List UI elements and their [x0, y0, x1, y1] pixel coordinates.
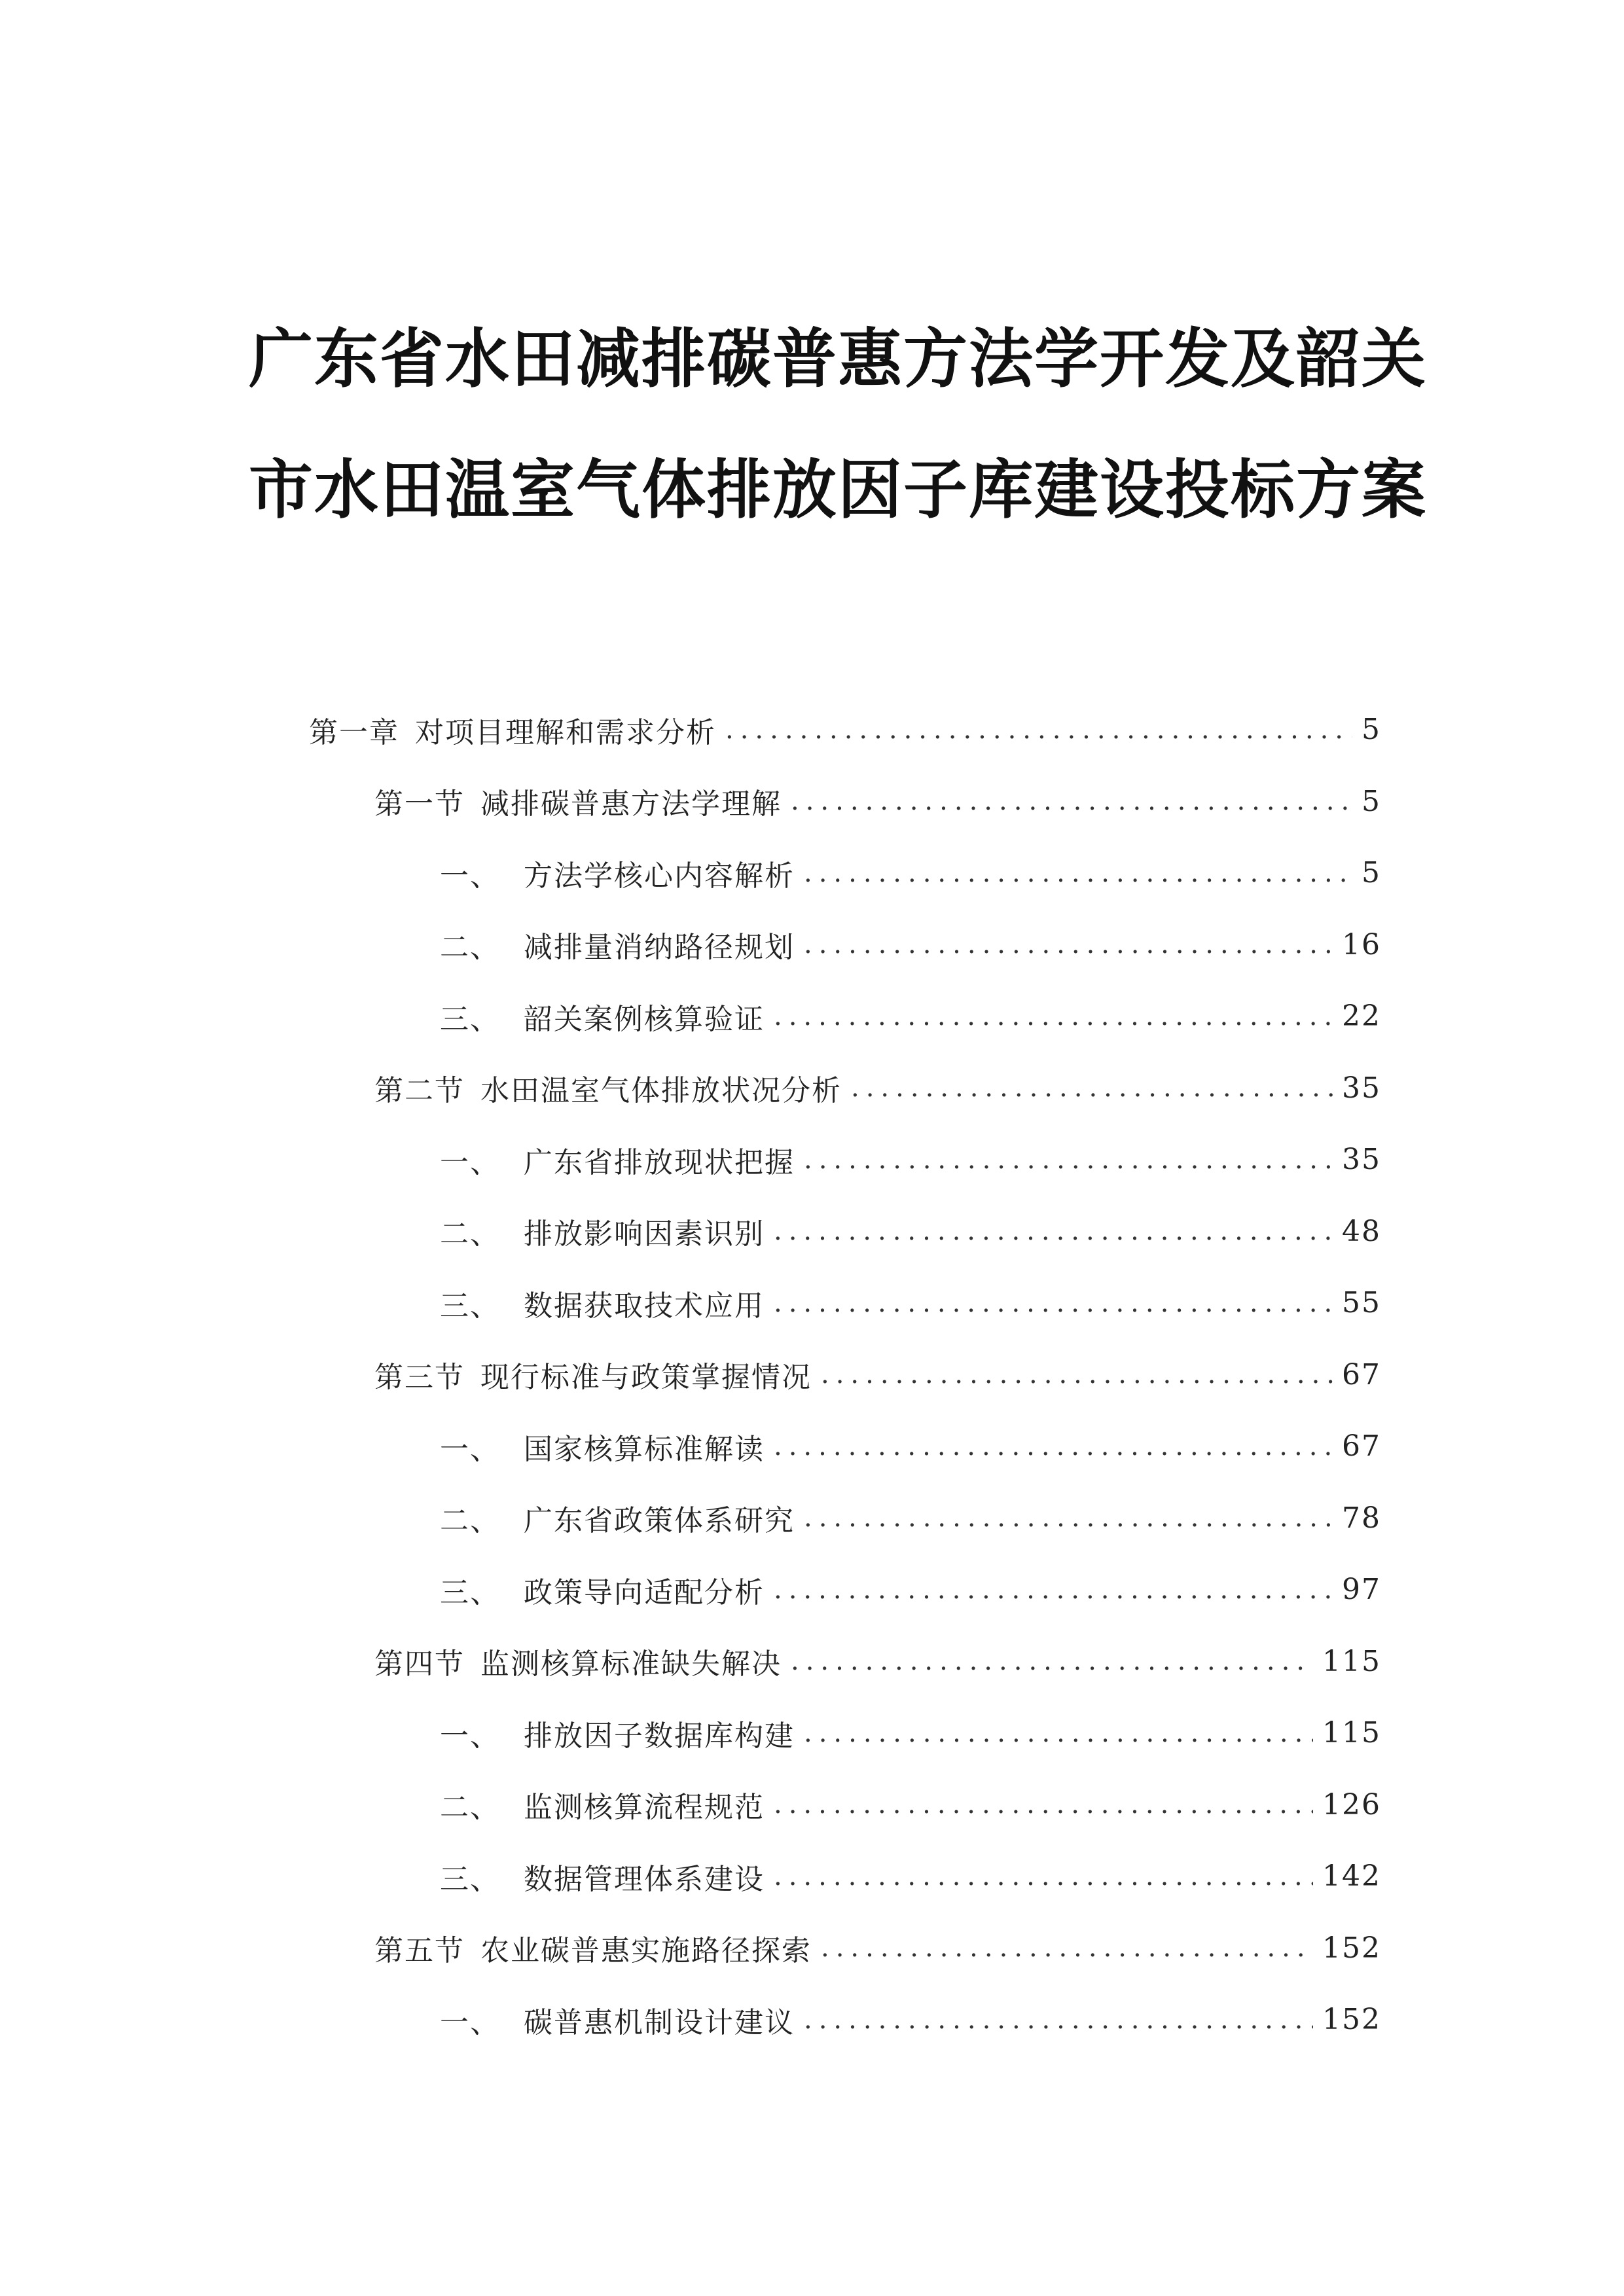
title-line-2: 市水田温室气体排放因子库建设投标方案	[249, 453, 1428, 528]
toc-entry[interactable]	[309, 1912, 1381, 1984]
toc-entry-number: 三、	[440, 1862, 500, 1896]
toc-entry-title: 数据获取技术应用	[524, 1289, 765, 1323]
toc-entry-label	[440, 924, 795, 965]
toc-entry-number: 第二节	[374, 1074, 465, 1108]
toc-page-number: 142	[1322, 1859, 1381, 1893]
toc-entry-title: 监测核算流程规范	[524, 1791, 765, 1825]
toc-page-number: 5	[1362, 784, 1381, 818]
toc-entry-label	[440, 1282, 765, 1324]
toc-page-number: 16	[1342, 927, 1381, 961]
toc-entry-title: 广东省政策体系研究	[524, 1504, 795, 1538]
toc-entry-number: 二、	[440, 931, 500, 965]
toc-leader-dots	[804, 1718, 1313, 1748]
toc-entry-number: 三、	[440, 1575, 500, 1609]
title-line-1: 广东省水田减排碳普惠方法学开发及韶关	[249, 322, 1428, 397]
toc-leader-dots	[725, 715, 1352, 745]
toc-entry-number: 三、	[440, 1289, 500, 1323]
toc-leader-dots	[804, 858, 1352, 888]
toc-entry-title: 减排碳普惠方法学理解	[480, 787, 782, 821]
toc-entry-title: 对项目理解和需求分析	[415, 715, 716, 749]
toc-leader-dots	[774, 1861, 1313, 1892]
toc-leader-dots	[804, 1145, 1333, 1175]
toc-entry[interactable]	[309, 909, 1381, 981]
toc-page-number: 35	[1342, 1143, 1381, 1177]
toc-entry-label	[309, 709, 716, 751]
toc-entry-label	[440, 852, 795, 894]
toc-entry-label	[440, 1999, 795, 2041]
toc-entry-number: 三、	[440, 1002, 500, 1036]
toc-entry-title: 排放影响因素识别	[524, 1217, 765, 1251]
toc-entry[interactable]	[309, 694, 1381, 766]
toc-page-number: 22	[1342, 999, 1381, 1033]
toc-page-number: 97	[1342, 1573, 1381, 1607]
toc-leader-dots	[791, 1646, 1313, 1676]
toc-entry-label	[440, 1426, 765, 1467]
document-title	[249, 322, 1428, 528]
toc-entry-title: 政策导向适配分析	[524, 1575, 765, 1609]
table-of-contents	[309, 694, 1381, 2056]
toc-entry-number: 一、	[440, 859, 500, 893]
toc-entry-title: 韶关案例核算验证	[524, 1002, 765, 1036]
toc-entry[interactable]	[309, 1626, 1381, 1698]
toc-entry[interactable]	[309, 837, 1381, 909]
toc-entry-number: 一、	[440, 1432, 500, 1466]
toc-page-number: 35	[1342, 1071, 1381, 1105]
toc-leader-dots	[851, 1073, 1333, 1103]
toc-page-number: 152	[1322, 2003, 1381, 2037]
toc-leader-dots	[804, 2005, 1313, 2035]
toc-page-number: 5	[1362, 713, 1381, 747]
toc-leader-dots	[804, 929, 1333, 960]
toc-entry[interactable]	[309, 1554, 1381, 1626]
toc-entry-number: 一、	[440, 2005, 500, 2039]
toc-leader-dots	[774, 1789, 1313, 1820]
toc-entry-label	[374, 1640, 782, 1682]
toc-entry-number: 第四节	[374, 1647, 465, 1681]
toc-entry-label	[440, 1569, 765, 1611]
toc-page-number: 5	[1362, 856, 1381, 890]
toc-entry-label	[440, 1856, 765, 1897]
toc-entry-number: 第一章	[309, 715, 399, 749]
toc-leader-dots	[821, 1933, 1313, 1963]
toc-entry[interactable]	[309, 1984, 1381, 2056]
toc-entry[interactable]	[309, 1052, 1381, 1124]
toc-leader-dots	[821, 1359, 1333, 1390]
toc-entry-title: 数据管理体系建设	[524, 1862, 765, 1896]
toc-entry-number: 一、	[440, 1719, 500, 1753]
toc-page-number: 48	[1342, 1214, 1381, 1248]
toc-entry[interactable]	[309, 1124, 1381, 1196]
toc-entry-number: 一、	[440, 1145, 500, 1179]
toc-page-number: 115	[1322, 1644, 1381, 1678]
toc-entry-label	[374, 1354, 812, 1395]
toc-entry[interactable]	[309, 1267, 1381, 1339]
toc-entry-title: 排放因子数据库构建	[524, 1719, 795, 1753]
toc-entry[interactable]	[309, 1482, 1381, 1554]
toc-entry-title: 现行标准与政策掌握情况	[480, 1361, 812, 1395]
toc-entry-number: 第五节	[374, 1934, 465, 1968]
toc-entry-label	[440, 996, 765, 1037]
toc-page-number: 78	[1342, 1501, 1381, 1535]
toc-entry-label	[374, 1927, 812, 1969]
toc-entry-number: 第一节	[374, 787, 465, 821]
toc-entry-label	[440, 1210, 765, 1252]
toc-page-number: 67	[1342, 1357, 1381, 1391]
toc-leader-dots	[774, 1431, 1333, 1462]
toc-entry-number: 二、	[440, 1504, 500, 1538]
toc-entry-title: 水田温室气体排放状况分析	[480, 1074, 842, 1108]
toc-leader-dots	[804, 1503, 1333, 1533]
toc-entry[interactable]	[309, 766, 1381, 838]
toc-leader-dots	[774, 1288, 1333, 1318]
toc-entry-label	[374, 1067, 842, 1109]
toc-page-number: 67	[1342, 1429, 1381, 1463]
toc-entry-number: 二、	[440, 1217, 500, 1251]
toc-entry-label	[440, 1497, 795, 1539]
toc-entry[interactable]	[309, 1196, 1381, 1268]
toc-entry-label	[374, 780, 782, 822]
toc-entry-number: 二、	[440, 1791, 500, 1825]
toc-page-number: 115	[1322, 1716, 1381, 1750]
toc-entry[interactable]	[309, 1769, 1381, 1841]
toc-entry-title: 农业碳普惠实施路径探索	[480, 1934, 812, 1968]
toc-entry-title: 广东省排放现状把握	[524, 1145, 795, 1179]
toc-leader-dots	[791, 786, 1352, 816]
toc-entry-title: 国家核算标准解读	[524, 1432, 765, 1466]
toc-entry[interactable]	[309, 1410, 1381, 1482]
toc-entry-title: 监测核算标准缺失解决	[480, 1647, 782, 1681]
toc-leader-dots	[774, 1216, 1333, 1246]
toc-entry-label	[440, 1712, 795, 1754]
toc-entry-title: 碳普惠机制设计建议	[524, 2005, 795, 2039]
toc-entry-title: 方法学核心内容解析	[524, 859, 795, 893]
toc-entry-title: 减排量消纳路径规划	[524, 931, 795, 965]
toc-leader-dots	[774, 1575, 1333, 1605]
toc-entry[interactable]	[309, 1339, 1381, 1411]
toc-entry-label	[440, 1139, 795, 1181]
toc-entry[interactable]	[309, 1697, 1381, 1769]
toc-page-number: 55	[1342, 1286, 1381, 1320]
toc-entry-label	[440, 1784, 765, 1825]
toc-page-number: 152	[1322, 1931, 1381, 1965]
toc-entry[interactable]	[309, 1840, 1381, 1912]
toc-entry-number: 第三节	[374, 1361, 465, 1395]
toc-entry[interactable]	[309, 980, 1381, 1052]
toc-leader-dots	[774, 1001, 1333, 1031]
toc-page-number: 126	[1322, 1787, 1381, 1821]
